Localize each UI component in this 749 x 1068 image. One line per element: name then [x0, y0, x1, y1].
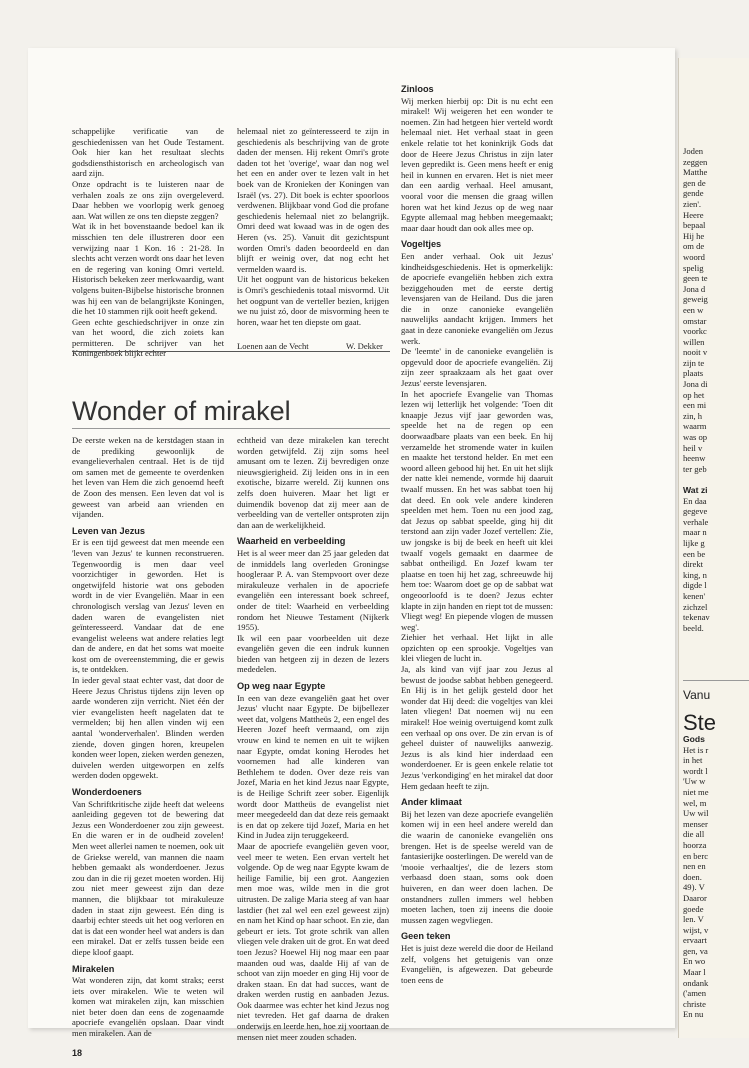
section-divider — [72, 351, 390, 352]
text-line: omstar — [683, 315, 707, 326]
text-line: beeld. — [683, 622, 704, 633]
text-line: zeggen — [683, 156, 708, 167]
text-line: Daaror — [683, 892, 707, 903]
text-line: willen — [683, 336, 705, 347]
text-line: wijst, v — [683, 924, 709, 935]
signature-place: Loenen aan de Vecht — [237, 341, 309, 351]
adjacent-heading: Wat zi — [683, 485, 708, 495]
text-line: in het — [683, 755, 703, 766]
text-line: menser — [683, 818, 708, 829]
section-heading: Geen teken — [401, 931, 451, 942]
text-line: en berc — [683, 850, 709, 861]
top-column-2 — [237, 126, 389, 336]
text-line: Jona d — [683, 283, 706, 294]
paragraph: In het apocriefe Evangelie van Thomas lezen wij letterlijk het volgende: 'Toen dit knaapje Jezus vijf jaar geworden was, speelde het na de regen op een doorwaadbare plaats van een beek. En hij verzamelde het stromende water in kuilen en maakte het terstond helder. En met een woord alleen gebood hij het. En uit het slijk der natte klei nemende, vormde hij daaruit twaalf mussen. En het was sabbat toen hij dat deed. En ook vele andere kinderen speelden met hem. Toen nu een jood zag, dat Jezus op sabbat speelde, ging hij dit terstond aan zijn vader Jozef vertellen: Zie, uw jongske is bij de beek en heeft uit klei twaalf vogels gemaakt en daarmee de sabbat ontheiligd. En Jozef kwam ter plaatse en toen hij het zag, schreeuwde hij hem toe: Waarom doet ge op de sabbat wat ongeoorloofd is te doen? Jezus echter klapte in zijn handen en riept tot de mussen: Vliegt weg! En piepende vlogen de mussen weg'. — [401, 388, 553, 632]
spacer — [683, 474, 749, 485]
section-heading: Wonderdoeners — [72, 787, 142, 797]
paragraph: Bij het lezen van deze apocriefe evangeliën komen wij in een heel andere wereld dan die waarin de canonieke evangeliën ons brengen. Het is de speelse wereld van de fantasierijke oosterlingen. De wereld van de 'mooie verhaaltjes', die de lezers stom verbaasd doen staan, soms ook doen huiveren, en dan weer doen lachen. De onstandners zullen immers wel hebben moeten lachen, toen zij ineens die dooie mussen zagen wegvliegen. — [401, 808, 553, 925]
text-line: Jona di — [683, 379, 708, 390]
text-line: bepaal — [683, 220, 706, 231]
text-line: Matthe — [683, 167, 708, 178]
adjacent-page-text-lower — [683, 734, 749, 1020]
text-line: Hij he — [683, 230, 705, 241]
adjacent-title-large-fragment: Ste — [683, 710, 717, 735]
section-heading: Leven van Jezus — [72, 525, 146, 536]
paragraph: Maar de apocriefe evangeliën geven voor, veel meer te weten. Een ervan vertelt het volgende. Op de weg naar Egypte kwam de heilige Familie, bij een grot. Aangezien men moe was, wilde men in die grot uitrusten. De zalige Maria steeg af van haar lastdier (het zal wel een ezel geweest zijn) en nam het Kind op haar schoot. En zie, dan gebeurt er iets. Tot grote schrik van allen vliegen vele draken uit de grot. En wat deed toen Jezus? Hoewel Hij nog maar een paar maanden oud was, daalde Hij af van de schoot van zijn moeder en ging Hij voor de draken staan. En dat had succes, want de draken werden rustig en aanbaden Jezus. Ook daarmee was echter het kind Jezus nog niet tevreden. Het gaf daarna de draken onderwijs en leerde hen, hoe zij voortaan de mensen niet meer zouden schaden. — [237, 840, 390, 1042]
text-line: Maar l — [683, 967, 706, 978]
section-heading: Waarheid en verbeelding — [237, 536, 346, 547]
text-line: lijke g — [683, 537, 705, 548]
text-line: nen en — [683, 861, 706, 872]
section-heading: Zinloos — [401, 84, 434, 94]
paragraph: Ja, als kind van vijf jaar zou Jezus al bewust de joodse sabbat hebben genegeerd. En Hij is in het gelijk gesteld door het wonder dat Hij deed: die vogeltjes van klei laten vliegen! Dat noemen wij nu een mirakel! Hoe weinig overtuigend komt zulk een verhaal op ons over. De zin ervan is of geheel duister of nauwelijks aanwezig. Jezus is als kind hier inderdaad een wonderdoener. Er is geen enkele relatie tot Jezus 'verkondiging' en het mirakel dat door Hem gedaan heeft te zijn. — [401, 664, 553, 791]
text-line: gen, va — [683, 945, 708, 956]
text-line: tekenav — [683, 612, 710, 623]
text-line: was op — [683, 432, 708, 443]
text-line: ervaart — [683, 935, 707, 946]
paragraph: Geen echte geschiedschrijver in onze zin van het woord, die zich zoiets kan permitteren. De schrijver van het Koningenboek blijkt echter — [72, 316, 224, 359]
paragraph: Een ander verhaal. Ook uit Jezus' kindheidsgeschiedenis. Het is opmerkelijk: de apocriefe evangeliën hebben zich extra beziggehouden met de eerste dertig levensjaren van de Heiland. Dus die jaren die in onze canonieke evangeliën nauwelijks aandacht krijgen. Immers het gaat in deze canonieke evangeliën om Jezus werk. — [401, 250, 553, 346]
paragraph: schappelijke verificatie van de geschiedenissen van het Oude Testament. Ook hier kan het resultaat slechts godsdiensthistorisch en archeologisch van aard zijn. — [72, 126, 224, 179]
text-line: direkt — [683, 559, 704, 570]
paragraph: Het is juist deze wereld die door de Heiland zelf, volgens het getuigenis van onze Evangeliën, is afgewezen. Dat gebeurde toen eens de — [401, 942, 553, 985]
text-line: woord — [683, 251, 705, 262]
section-heading: Vogeltjes — [401, 239, 442, 250]
text-line: doen. — [683, 871, 702, 882]
paragraph: De eerste weken na de kerstdagen staan in de prediking gewoonlijk de evangelieverhalen centraal. Het is de tijd om samen met de gemeente te overdenken het leven van Hem die zich genoemd heeft de Zoon des mensen. Een leven dat vol is geweest van arbeid aan vrienden en vijanden. — [72, 435, 224, 520]
article-column-1 — [72, 435, 224, 1039]
text-line: En wo — [683, 956, 706, 967]
text-line: wordt l — [683, 765, 708, 776]
paragraph: Onze opdracht is te luisteren naar de verhalen zoals ze ons zijn overgeleverd. Daar hebben we voorlopig werk genoeg aan. Wat willen ze ons ten diepste zeggen? — [72, 178, 224, 221]
paragraph: De 'leemte' in de canonieke evangeliën is opgevuld door de apocriefe evangeliën. Zij zijn zeer spraakzaam als het gaat over Jezus' eerste levensjaren. — [401, 346, 553, 389]
text-line: Heere — [683, 209, 704, 220]
text-line: gen de — [683, 177, 706, 188]
text-line: gegeve — [683, 506, 708, 517]
text-line: een be — [683, 548, 706, 559]
text-line: plaats — [683, 368, 704, 379]
paragraph: In een van deze evangeliën gaat het over Jezus' vlucht naar Egypte. De bijbellezer weet dat, volgens Mattheüs 2, een engel des Heeren Jozef heeft vermaand, om zijn vrouw en kind te nemen en uit te wijken naar Egypte, omdat koning Herodes het voornemen had alle kinderen van Bethlehem te doden. Over deze reis van Jozef, Maria en het kind Jezus naar Egypte, is de Heilige Schrift zeer sober. Eigenlijk wordt door Mattheüs de evangelist niet meer meegedeeld dan dat deze reis gemaakt is en dat op zekere tijd Jozef, Maria en het Kind in Judea zijn teruggekeerd. — [237, 692, 389, 841]
text-line: spelig — [683, 262, 704, 273]
page-number: 18 — [72, 1048, 83, 1058]
section-heading: Ander klimaat — [401, 797, 462, 808]
article-title: Wonder of mirakel — [72, 396, 291, 426]
adjacent-heading: Gods — [683, 734, 705, 744]
paragraph: Het is al weer meer dan 25 jaar geleden dat de inmiddels lang overleden Groningse hoogleraar P. A. van Stempvoort over deze mirakuleuze verhalen in de apocriefe evangeliën een interessant boek schreef, onder de titel: Waarheid en verbeelding rondom het Nieuwe Testament (Nijkerk 1955). — [237, 547, 389, 633]
text-line: Het is r — [683, 744, 709, 755]
text-line: geen te — [683, 273, 708, 284]
text-line: 49). V — [683, 882, 705, 893]
text-line: een mi — [683, 400, 707, 411]
text-line: 'Uw w — [683, 776, 706, 787]
text-line: een w — [683, 304, 704, 315]
text-line: ter geb — [683, 463, 707, 474]
magazine-page — [28, 48, 675, 1058]
paragraph: Ziehier het verhaal. Het lijkt in alle opzichten op een sprookje. Vogeltjes van klei vliegen de lucht in. — [401, 632, 553, 664]
text-line: zien'. — [683, 198, 702, 209]
article-column-3 — [401, 78, 553, 1028]
text-line: om de — [683, 241, 705, 252]
text-line: kenen' — [683, 590, 706, 601]
adjacent-page-edge — [678, 58, 749, 1038]
paragraph: Ik wil een paar voorbeelden uit deze evangeliën geven die een indruk kunnen bieden van hetgeen zij in dezen de lezers mededelen. — [237, 632, 389, 675]
paragraph: In ieder geval staat echter vast, dat door de Heere Jezus Christus tijdens zijn leven op aarde wonderen zijn verricht. Niet één der vier evangelisten heeft nagelaten dat te vermelden; bij hen allen vinden wij een aantal 'wonderverhalen'. Blinden werden ziende, doven gingen horen, kreupelen konden weer lopen, zieken werden genezen, duivelen werden uitgeworpen en zelfs werden doden opgewekt. — [72, 675, 224, 781]
text-line: die all — [683, 829, 705, 840]
text-line: En daa — [683, 495, 707, 506]
text-line: zin, h — [683, 410, 703, 421]
adjacent-title-fragment: Vanu — [683, 688, 711, 702]
adjacent-page-text — [683, 146, 749, 633]
text-line: ('amen — [683, 988, 707, 999]
section-heading: Mirakelen — [72, 963, 115, 974]
paragraph: Van Schriftkritische zijde heeft dat weleens aanleiding gegeven tot de bewering dat Jezus een Wonderdoener zou zijn geweest. En die waren er in de oudheid zovelen! Men weet allerlei namen te noemen, ook uit de Griekse wereld, van mannen die naam hebben gemaakt als wonderdoener. Jezus zou dan in die rij gezet moeten worden. Hij zou niet meer geweest zijn dan deze mannen, die blijkbaar tot mirakuleuze daden in staat zijn geweest. Eén ding is daarbij echter steeds uit het oog verloren en dat is dat een wonder heel wat anders is dan een mirakel. Dat er zelfs tussen beide een diepe kloof gaapt. — [72, 798, 224, 957]
text-line: gende — [683, 188, 704, 199]
text-line: heenw — [683, 453, 706, 464]
text-line: op het — [683, 389, 705, 400]
paragraph: Uit het oogpunt van de historicus bekeken is Omri's geschiedenis totaal misvormd. Uit het oogpunt van de verteller bezien, krijgen we nu juist zó, door de misvorming heen te horen, waar het ten diepste om gaat. — [237, 274, 389, 327]
text-line: hoorza — [683, 839, 707, 850]
text-line: digde l — [683, 580, 707, 591]
text-line: len. V — [683, 914, 704, 925]
text-line: Joden — [683, 146, 704, 156]
text-line: ondank — [683, 977, 709, 988]
paragraph: Wij merken hierbij op: Dit is nu echt een mirakel! Wij weigeren het een wonder te noemen. Zin had hetgeen hier verteld wordt helemaal niet. Het verhaal staat in geen enkele relatie tot het koninkrijk Gods dat door de Heere Jezus Christus in zijn later leven gepredikt is. Geen mens heeft er enig heil in kunnen en ervaren. Het is niet meer dan een aardig verhaal. Heel amusant, vooral voor die mensen die graag willen horen wat het kind Jezus op de weg naar Egypte allemaal mag hebben meegemaakt; maar daar houdt dan ook alles mee op. — [401, 95, 553, 233]
text-line: nooit v — [683, 347, 708, 358]
paragraph: helemaal niet zo geïnteresseerd te zijn in geschiedenis als beschrijving van de grote daden der mensen. Hij rekent Omri's grote daden tot het 'overige', waar dan nog wel het een en ander over te lezen valt in het boek van de Kronieken der Koningen van Israël (vs. 27). Dit boek is echter spoorloos verdwenen. Blijkbaar vond God die profane geschiedenis helemaal niet zo belangrijk. Omri deed wat kwaad was in de ogen des Heren (vs. 25). Vanuit dit gezichtspunt worden Omri's daden beoordeeld en dan blijft er weinig over, dat nog echt het vermelden waard is. — [237, 126, 389, 274]
adjacent-page-divider — [683, 680, 749, 681]
text-line: En nu — [683, 1009, 704, 1020]
text-line: waarm — [683, 421, 707, 432]
text-line: maar n — [683, 527, 707, 538]
paragraph: Wat ik in het bovenstaande bedoel kan ik misschien ten dele illustreren door een verwijzing naar 1 Kon. 16 : 21-28. In slechts acht verzen wordt ons daar het leven en de regering van koning Omri verteld. Historisch bekeken zeer merkwaardig, want volgens buiten-Bijbelse historische bronnen was hij een van de belangrijkste Koningen, die het 10 stammen rijk ooit heeft gekend. — [72, 221, 224, 317]
text-line: goede — [683, 903, 704, 914]
section-heading: Op weg naar Egypte — [237, 681, 326, 692]
text-line: heil v — [683, 442, 703, 453]
paragraph: Wat wonderen zijn, dat komt straks; eerst iets over mirakelen. Wie te weten wil komen wat mirakelen zijn, kan misschien niet beter doen dan eens de zogenaamde apocriefe evangeliën opslaan. Daar vindt men mirakelen. Aan de — [72, 975, 224, 1039]
title-underline — [72, 428, 390, 429]
text-line: niet me — [683, 786, 709, 797]
article-column-2 — [237, 435, 390, 1042]
text-line: geweig — [683, 294, 708, 305]
text-line: verhale — [683, 516, 709, 527]
paragraph: Er is een tijd geweest dat men meende een 'leven van Jezus' te kunnen reconstrueren. Tegenwoordig is men daar veel voorzichtiger in geworden. Het is ongetwijfeld historie wat ons geboden wordt in de vier Evangeliën. Maar in een chronologisch verslag van Jezus' leven en daden waren de evangelisten niet geïnteresseerd. Vandaar dat de ene evangelist weleens wat andere relaties legt dan de andere, en dat het soms wat moeite kost om de overeenstemming, die er gewis is, te ontdekken. — [72, 537, 224, 675]
text-line: zijn te — [683, 357, 705, 368]
top-column-1 — [72, 126, 224, 359]
signature-author: W. Dekker — [346, 341, 383, 351]
text-line: Uw wil — [683, 808, 709, 819]
text-line: voorkc — [683, 326, 707, 337]
paragraph: echtheid van deze mirakelen kan terecht worden getwijfeld. Zij zijn soms heel amusant om te lezen. Zij bevredigen onze nieuwsgierigheid. Zij leiden ons in in een exotische, bizarre wereld. Zij kunnen ons zelfs doen huiveren. Maar het ligt er duimendik bovenop dat zij meer aan de verbeelding van de verteller ontsproten zijn dan aan de werkelijkheid. — [237, 435, 389, 530]
text-line: christe — [683, 998, 706, 1009]
text-line: zichzel — [683, 601, 708, 612]
text-line: wel, m — [683, 797, 707, 808]
text-line: king, n — [683, 569, 707, 580]
